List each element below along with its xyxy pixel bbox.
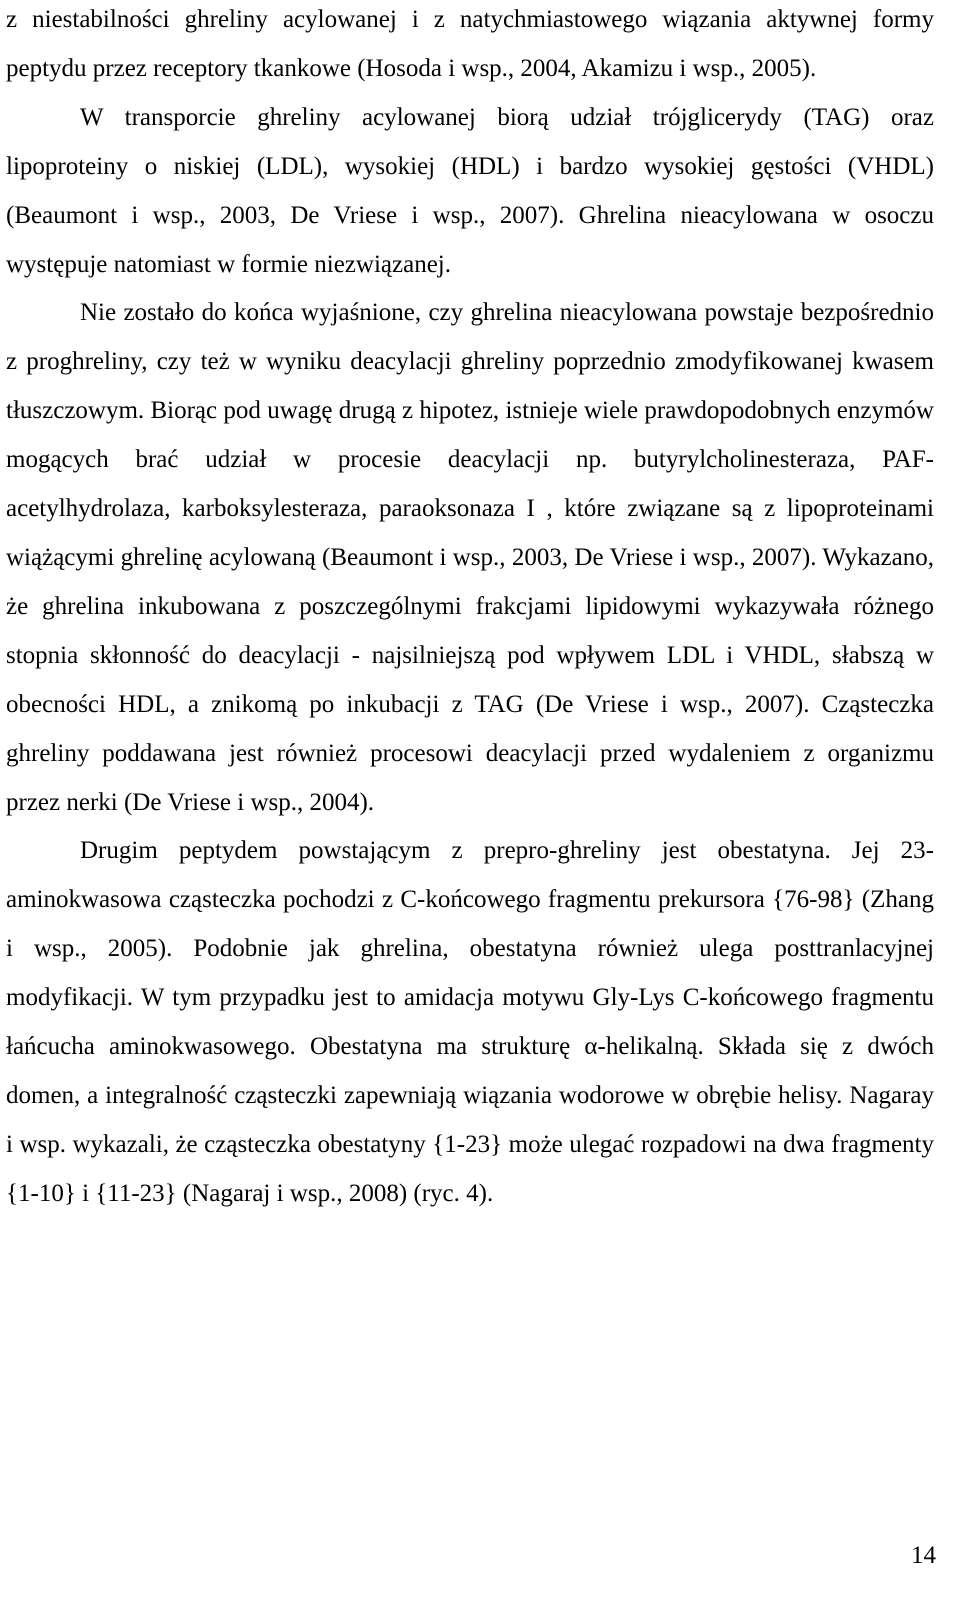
- paragraph-deacylation: Nie zostało do końca wyjaśnione, czy ghrelina nieacylowana powstaje bezpośrednio z proghreliny, czy też w wyniku deacylacji ghreliny poprzednio zmodyfikowanej kwasem tłuszczowym. Biorąc pod uwagę drugą z hipotez, istnieje wiele prawdopodobnych enzymów mogących brać udział w procesie deacylacji np. butyrylcholinesteraza, PAF-acetylhydrolaza, karboksylesteraza, paraoksonaza I , które związane są z lipoproteinami wiążącymi ghrelinę acylowaną (Beaumont i wsp., 2003, De Vriese i wsp., 2007). Wykazano, że ghrelina inkubowana z poszczególnymi frakcjami lipidowymi wykazywała różnego stopnia skłonność do deacylacji - najsilniejszą pod wpływem LDL i VHDL, słabszą w obecności HDL, a znikomą po inkubacji z TAG (De Vriese i wsp., 2007). Cząsteczka ghreliny poddawana jest również procesowi deacylacji przed wydaleniem z organizmu przez nerki (De Vriese i wsp., 2004).: [6, 299, 934, 816]
- body-text: [6, 0, 934, 1219]
- paragraph-obestatin: Drugim peptydem powstającym z prepro-ghreliny jest obestatyna. Jej 23-aminokwasowa cząsteczka pochodzi z C-końcowego fragmentu prekursora {76-98} (Zhang i wsp., 2005). Podobnie jak ghrelina, obestatyna również ulega posttranlacyjnej modyfikacji. W tym przypadku jest to amidacja motywu Gly-Lys C-końcowego fragmentu łańcucha aminokwasowego. Obestatyna ma strukturę α-helikalną. Składa się z dwóch domen, a integralność cząsteczki zapewniają wiązania wodorowe w obrębie helisy. Nagaray i wsp. wykazali, że cząsteczka obestatyny {1-23} może ulegać rozpadowi na dwa fragmenty {1-10} i {11-23} (Nagaraj i wsp., 2008) (ryc. 4).: [6, 837, 934, 1207]
- paragraph-continuation: z niestabilności ghreliny acylowanej i z natychmiastowego wiązania aktywnej formy peptydu przez receptory tkankowe (Hosoda i wsp., 2004, Akamizu i wsp., 2005).: [6, 6, 934, 82]
- page-number: 14: [911, 1542, 936, 1569]
- paragraph-transport: W transporcie ghreliny acylowanej biorą udział trójglicerydy (TAG) oraz lipoproteiny o niskiej (LDL), wysokiej (HDL) i bardzo wysokiej gęstości (VHDL) (Beaumont i wsp., 2003, De Vriese i wsp., 2007). Ghrelina nieacylowana w osoczu występuje natomiast w formie niezwiązanej.: [6, 103, 934, 278]
